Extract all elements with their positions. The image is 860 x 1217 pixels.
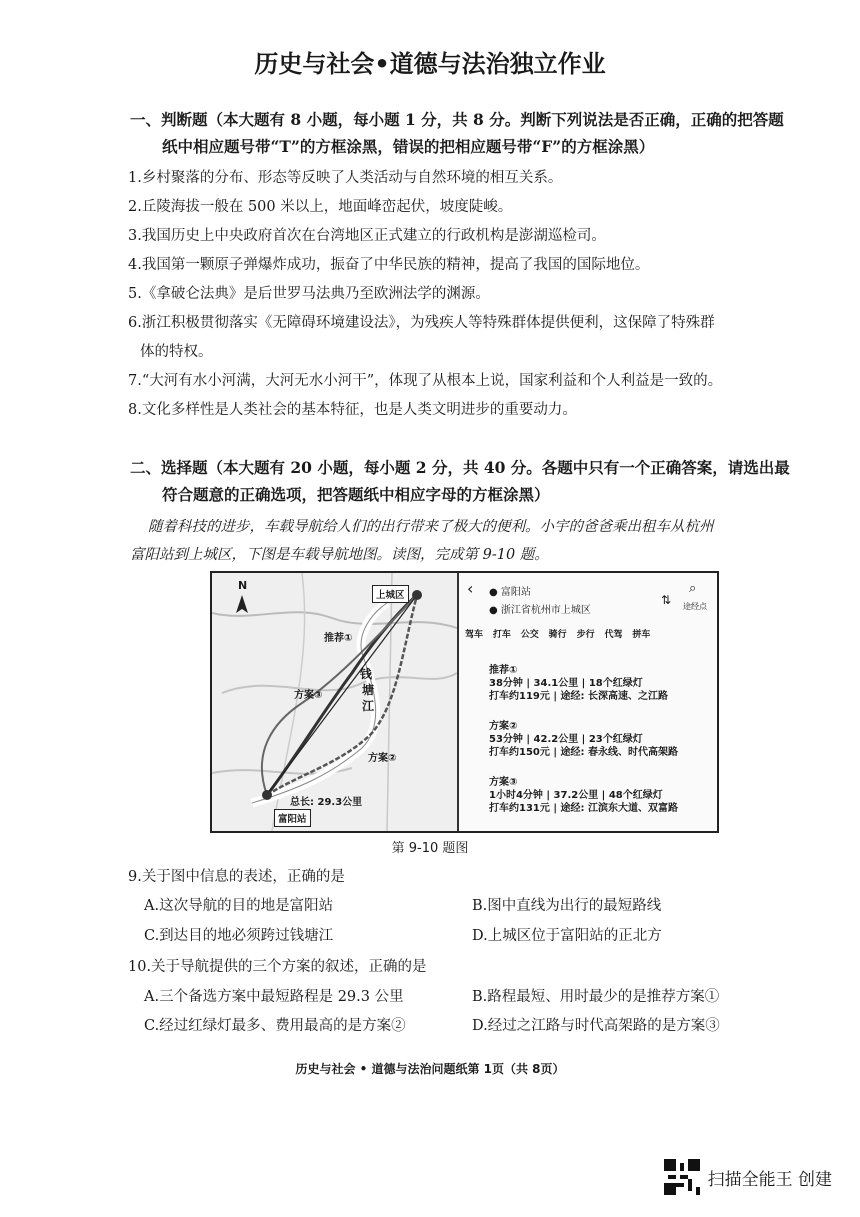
route3-line1: 1小时4分钟 | 37.2公里 | 48个红绿灯 [489,790,663,801]
question-4: 4.我国第一颗原子弹爆炸成功，振奋了中华民族的精神，提高了我国的国际地位。 [128,257,650,273]
route3-name[interactable]: 方案③ [489,777,518,788]
figure-caption: 第 9-10 题图 [391,841,469,856]
section1-heading-line1: 一、判断题（本大题有 8 小题，每小题 1 分，共 8 分。判断下列说法是否正确，正确的把答题 [130,110,784,129]
route1-line1: 38分钟 | 34.1公里 | 18个红绿灯 [489,678,643,689]
passage-line2: 富阳站到上城区，下图是车载导航地图。读图，完成第 9-10 题。 [130,547,549,563]
qr-code-icon [664,1159,700,1195]
question-9-option-c: C.到达目的地必须跨过钱塘江 [144,928,334,944]
question-7: 7.“大河有水小河满，大河无水小河干”，体现了从根本上说，国家利益和个人利益是一致的。 [128,373,723,389]
swap-icon[interactable]: ⇅ [661,593,672,607]
shangcheng-label: 上城区 [372,585,409,603]
river-char-qian: 钱 [360,667,373,681]
question-2: 2.丘陵海拔一般在 500 米以上，地面峰峦起伏，坡度陡峻。 [128,199,513,215]
scanner-watermark [664,1159,832,1195]
tab-taxi[interactable]: 打车 [492,630,511,640]
question-5: 5.《拿破仑法典》是后世罗马法典乃至欧洲法学的渊源。 [128,286,490,302]
page-footer: 历史与社会 • 道德与法治问题纸第 1页（共 8页） [295,1062,565,1076]
tab-bike[interactable]: 骑行 [548,630,567,640]
river-char-jiang: 江 [362,699,375,713]
route1-name[interactable]: 推荐① [489,665,518,676]
question-9-option-d: D.上城区位于富阳站的正北方 [472,928,662,944]
back-arrow-icon[interactable]: ‹ [467,579,474,598]
tab-transit[interactable]: 公交 [520,630,539,640]
question-9-option-b: B.图中直线为出行的最短路线 [472,898,662,914]
tab-designated-driver[interactable]: 代驾 [604,630,623,640]
question-10-option-d: D.经过之江路与时代高架路的是方案③ [472,1018,720,1034]
passage-line1: 随着科技的进步，车载导航给人们的出行带来了极大的便利。小宇的爸爸乘出租车从杭州 [148,519,714,535]
route2-name[interactable]: 方案② [489,721,518,732]
route2-line2: 打车约150元 | 途经: 春永线、时代高架路 [489,747,678,758]
search-icon[interactable]: ⌕ [689,581,697,596]
section2-heading-line1: 二、选择题（本大题有 20 小题，每小题 2 分，共 40 分。各题中只有一个正确答案，请选出最 [130,458,790,477]
origin-label: 富阳站 [500,587,531,598]
section2-heading-line2: 符合题意的正确选项，把答题纸中相应字母的方框涂黑） [162,485,550,504]
river-char-tang: 塘 [362,683,375,697]
question-8: 8.文化多样性是人类社会的基本特征，也是人类文明进步的重要动力。 [128,402,577,418]
question-3: 3.我国历史上中央政府首次在台湾地区正式建立的行政机构是澎湖巡检司。 [128,228,606,244]
tab-drive[interactable]: 驾车 [465,630,484,640]
route1-line2: 打车约119元 | 途经: 长深高速、之江路 [489,691,668,702]
question-6: 6.浙江积极贯彻落实《无障碍环境建设法》，为残疾人等特殊群体提供便利，这保障了特殊群 [128,315,715,331]
total-distance-label: 总长: 29.3公里 [290,797,363,808]
question-9-option-a: A.这次导航的目的地是富阳站 [144,898,334,914]
recommend-route-label: 推荐① [324,633,353,644]
page-title: 历史与社会•道德与法治独立作业 [254,50,606,78]
question-10-option-a: A.三个备选方案中最短路程是 29.3 公里 [144,989,404,1005]
question-10-stem: 10.关于导航提供的三个方案的叙述，正确的是 [128,959,427,975]
question-9-stem: 9.关于图中信息的表述，正确的是 [128,869,345,885]
question-6-cont: 体的特权。 [140,344,213,360]
tab-carpool[interactable]: 拼车 [632,630,651,640]
destination-label: 浙江省杭州市上城区 [500,605,591,616]
question-10-option-b: B.路程最短、用时最少的是推荐方案① [472,989,720,1005]
route-map [212,573,459,831]
north-label: N [238,579,248,592]
waypoint-label[interactable]: 途经点 [683,602,707,611]
mode-tabs [465,627,657,640]
route3-line2: 打车约131元 | 途经: 江滨东大道、双富路 [489,803,678,814]
plan3-route-label: 方案③ [294,690,323,701]
navigation-panel [459,573,717,831]
question-10-option-c: C.经过红绿灯最多、费用最高的是方案② [144,1018,406,1034]
route2-line1: 53分钟 | 42.2公里 | 23个红绿灯 [489,734,643,745]
origin-text: ● 富阳站 [489,587,531,598]
section1-heading-line2: 纸中相应题号带“T”的方框涂黑，错误的把相应题号带“F”的方框涂黑） [162,137,655,156]
section1-heading [130,106,820,160]
section2-heading [130,454,820,508]
watermark-text: 扫描全能王 创建 [707,1169,832,1190]
tab-walk[interactable]: 步行 [576,630,595,640]
plan2-route-label: 方案② [368,753,397,764]
navigation-map-figure [210,571,719,833]
destination-text: ● 浙江省杭州市上城区 [489,605,591,616]
fuyang-station-label: 富阳站 [274,809,311,827]
question-1: 1.乡村聚落的分布、形态等反映了人类活动与自然环境的相互关系。 [128,170,563,186]
